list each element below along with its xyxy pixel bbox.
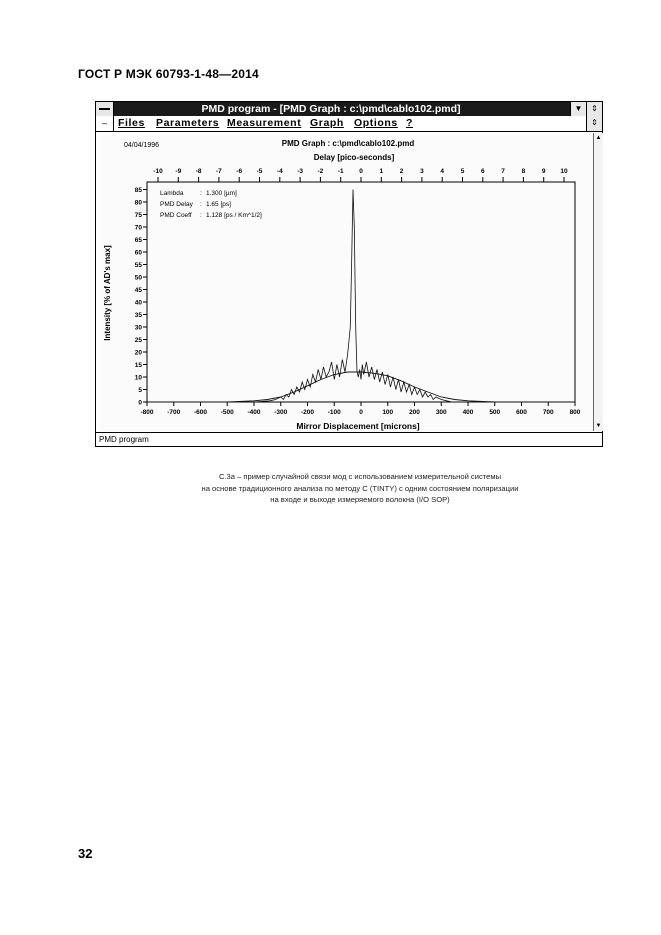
y-tick-label: 45 — [134, 287, 142, 294]
info-pmd-delay-sep: : — [200, 201, 202, 208]
y-tick-label: 35 — [134, 312, 142, 319]
scroll-up-icon[interactable]: ▲ — [595, 135, 602, 141]
y-tick-label: 15 — [134, 362, 142, 369]
y-tick-label: 55 — [134, 262, 142, 269]
y-tick-label: 5 — [138, 387, 142, 394]
x-tick-label: -500 — [220, 409, 234, 416]
top-tick-label: -3 — [297, 168, 303, 175]
menu-measurement[interactable]: Measurement — [227, 117, 302, 129]
y-tick-label: 75 — [134, 212, 142, 219]
y-tick-label: 60 — [134, 249, 142, 257]
x-tick-label: 100 — [382, 409, 394, 416]
top-tick-label: 0 — [359, 168, 363, 175]
menu-options[interactable]: Options — [354, 117, 398, 129]
document-header: ГОСТ Р МЭК 60793-1-48—2014 — [78, 67, 259, 81]
x-tick-label: -300 — [274, 409, 288, 416]
info-lambda-sep: : — [200, 190, 202, 197]
x-tick-label: -100 — [327, 409, 341, 416]
title-bar[interactable] — [96, 102, 602, 116]
info-pmd-delay-label: PMD Delay — [160, 201, 193, 208]
y-tick-label: 85 — [134, 187, 142, 194]
top-tick-label: -7 — [216, 168, 222, 175]
x-tick-label: 400 — [462, 409, 474, 416]
caption-line-2: на основе традиционного анализа по методу С (TINTY) с одним состоянием поляризации — [201, 483, 519, 493]
x-tick-label: -700 — [167, 409, 181, 416]
top-tick-label: 4 — [440, 168, 445, 175]
top-tick-label: 7 — [501, 168, 505, 175]
x-tick-label: 200 — [409, 409, 420, 416]
info-pmd-coeff-sep: : — [200, 212, 202, 219]
x-axis-label: Mirror Displacement [microns] — [296, 421, 420, 431]
info-lambda-label: Lambda — [160, 190, 184, 197]
interferogram-line — [147, 190, 575, 403]
y-tick-label: 30 — [134, 324, 142, 332]
x-tick-label: -400 — [247, 409, 261, 416]
y-tick-label: 80 — [134, 199, 142, 207]
top-tick-label: 1 — [379, 168, 384, 175]
info-pmd-delay-value: 1.65 [ps] — [206, 201, 231, 208]
x-tick-label: 500 — [489, 409, 501, 416]
chart-title: PMD Graph : c:\pmd\cablo102.pmd — [281, 139, 415, 148]
minimize-icon: ▼ — [574, 104, 583, 113]
top-tick-label: -1 — [337, 168, 344, 175]
document-restore-button[interactable] — [586, 116, 602, 131]
x-tick-label: 600 — [516, 409, 527, 416]
menu-bar — [96, 116, 602, 132]
restore-button[interactable] — [586, 102, 602, 116]
top-tick-label: -6 — [236, 168, 243, 175]
status-bar: PMD program — [96, 432, 602, 446]
y-tick-label: 10 — [134, 374, 142, 382]
x-tick-label: -800 — [140, 409, 154, 416]
info-lambda-value: 1.300 [µm] — [206, 190, 237, 197]
top-tick-label: -10 — [153, 168, 163, 175]
top-tick-label: -8 — [195, 168, 202, 175]
page-number: 32 — [78, 846, 93, 861]
top-axis-label: Delay [pico-seconds] — [313, 153, 395, 162]
scroll-down-icon[interactable]: ▼ — [595, 423, 602, 429]
caption-line-3: на входе и выходе измеряемого волокна (I/O SOP) — [270, 495, 450, 504]
x-tick-label: -200 — [300, 409, 315, 416]
menu-graph[interactable]: Graph — [310, 117, 344, 129]
y-tick-label: 50 — [134, 274, 142, 282]
top-tick-label: 6 — [480, 168, 485, 175]
top-tick-label: 9 — [541, 168, 546, 175]
window-title: PMD program - [PMD Graph : c:\pmd\cablo102.pmd] — [201, 103, 461, 115]
document-system-menu-button[interactable]: ‒ — [96, 116, 114, 131]
top-tick-label: -4 — [276, 168, 283, 175]
figure-caption — [100, 471, 620, 506]
minimize-button[interactable] — [570, 102, 586, 116]
top-tick-label: -9 — [175, 168, 182, 175]
pmd-chart — [100, 135, 592, 431]
top-tick-label: 2 — [399, 168, 404, 175]
top-tick-label: 8 — [521, 168, 526, 175]
x-tick-label: 300 — [435, 409, 447, 416]
y-tick-label: 0 — [138, 399, 142, 407]
vertical-scrollbar[interactable] — [593, 133, 603, 431]
x-tick-label: -600 — [193, 409, 208, 416]
top-tick-label: 10 — [560, 168, 568, 175]
y-axis-label: Intensity [% of AD's max] — [103, 245, 112, 341]
restore-icon: ⇕ — [591, 104, 598, 113]
y-tick-label: 20 — [134, 349, 142, 357]
info-pmd-coeff-value: 1.128 [ps / Km^1/2] — [206, 212, 262, 219]
y-tick-label: 65 — [134, 237, 142, 244]
top-tick-label: -5 — [256, 168, 263, 175]
caption-line-1: С.3а – пример случайной связи мод с использованием измерительной системы — [218, 472, 502, 481]
top-tick-label: 3 — [420, 168, 424, 175]
top-tick-label: 5 — [460, 168, 465, 175]
x-tick-label: 0 — [359, 409, 363, 416]
y-tick-label: 25 — [134, 337, 142, 344]
menu-help[interactable]: ? — [406, 117, 414, 129]
info-pmd-coeff-label: PMD Coeff — [160, 212, 192, 219]
graph-date: 04/04/1996 — [124, 142, 160, 149]
menu-files[interactable]: Files — [118, 117, 145, 129]
y-tick-label: 70 — [134, 224, 142, 232]
menu-parameters[interactable]: Parameters — [156, 117, 220, 129]
x-tick-label: 700 — [542, 409, 554, 416]
x-tick-label: 800 — [569, 409, 581, 416]
y-tick-label: 40 — [134, 299, 142, 307]
document-restore-icon: ⇕ — [591, 118, 598, 127]
top-tick-label: -2 — [317, 168, 324, 175]
